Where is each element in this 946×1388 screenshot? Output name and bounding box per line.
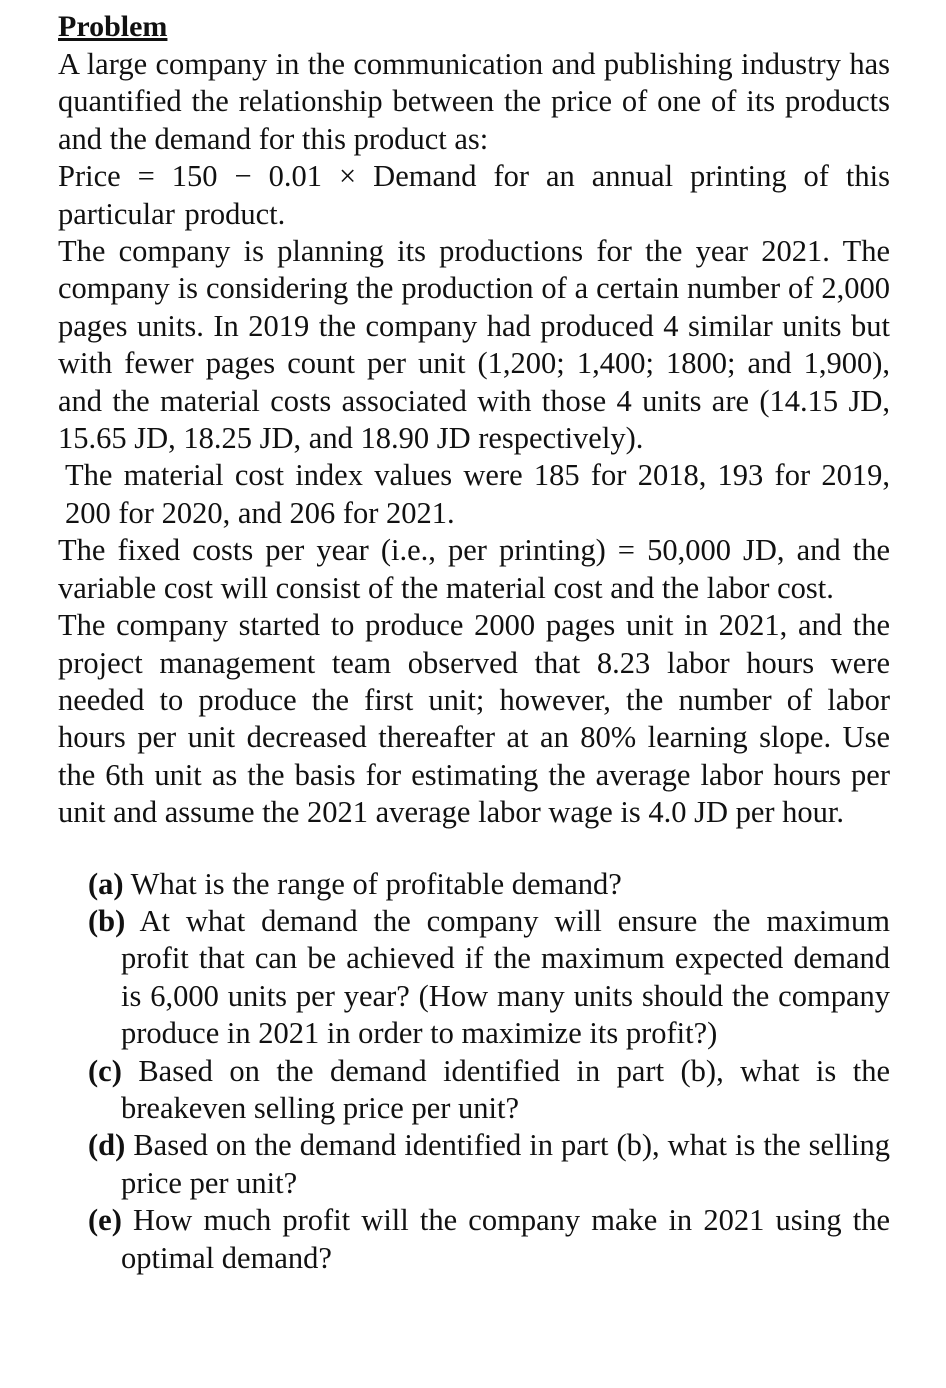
question-c-text: Based on the demand identified in part (b), what is the breakeven selling price per unit? [121, 1053, 891, 1125]
question-a-text: What is the range of profitable demand? [130, 866, 622, 901]
price-formula: Price = 150 − 0.01 × Demand for an annual printing of this particular product. [58, 159, 890, 231]
question-d-label: (d) [88, 1128, 126, 1163]
question-b [88, 903, 890, 1053]
intro-paragraph: A large company in the communication and publishing industry has quantified the relationship between the price of one of its products and the demand for this product as: [58, 47, 890, 156]
question-b-label: (b) [88, 903, 126, 938]
question-e [88, 1202, 890, 1277]
question-d-text: Based on the demand identified in part (b), what is the selling price per unit? [121, 1128, 891, 1200]
question-a [88, 866, 890, 903]
question-a-label: (a) [88, 866, 124, 901]
problem-title: Problem [58, 10, 168, 43]
index-paragraph: The material cost index values were 185 for 2018, 193 for 2019, 200 for 2020, and 206 for 2021. [65, 458, 890, 530]
labor-paragraph: The company started to produce 2000 pages unit in 2021, and the project management team observed that 8.23 labor hours were needed to produce the first unit; however, the number of labor hours per unit decreased thereafter at an 80% learning slope. Use the 6th unit as the basis for estimating the average labor hours per unit and assume the 2021 average labor wage is 4.0 JD per hour. [58, 608, 890, 830]
question-list [58, 866, 890, 1277]
question-d [88, 1127, 890, 1202]
question-e-text: How much profit will the company make in 2021 using the optimal demand? [121, 1203, 890, 1275]
question-b-text: At what demand the company will ensure the maximum profit that can be achieved if the maximum expected demand is 6,000 units per year? (How many units should the company produce in 2021 in order to maximize its profit?) [121, 903, 890, 1051]
question-c-label: (c) [88, 1053, 122, 1088]
fixed-costs-paragraph: The fixed costs per year (i.e., per printing) = 50,000 JD, and the variable cost will consist of the material cost and the labor cost. [58, 533, 890, 605]
planning-paragraph: The company is planning its productions for the year 2021. The company is considering the production of a certain number of 2,000 pages units. In 2019 the company had produced 4 similar units but with fewer pages count per unit (1,200; 1,400; 1800; and 1,900), and the material costs associated with those 4 units are (14.15 JD, 15.65 JD, 18.25 JD, and 18.90 JD respectively). [58, 234, 890, 456]
question-c [88, 1053, 890, 1128]
question-e-label: (e) [88, 1203, 122, 1238]
